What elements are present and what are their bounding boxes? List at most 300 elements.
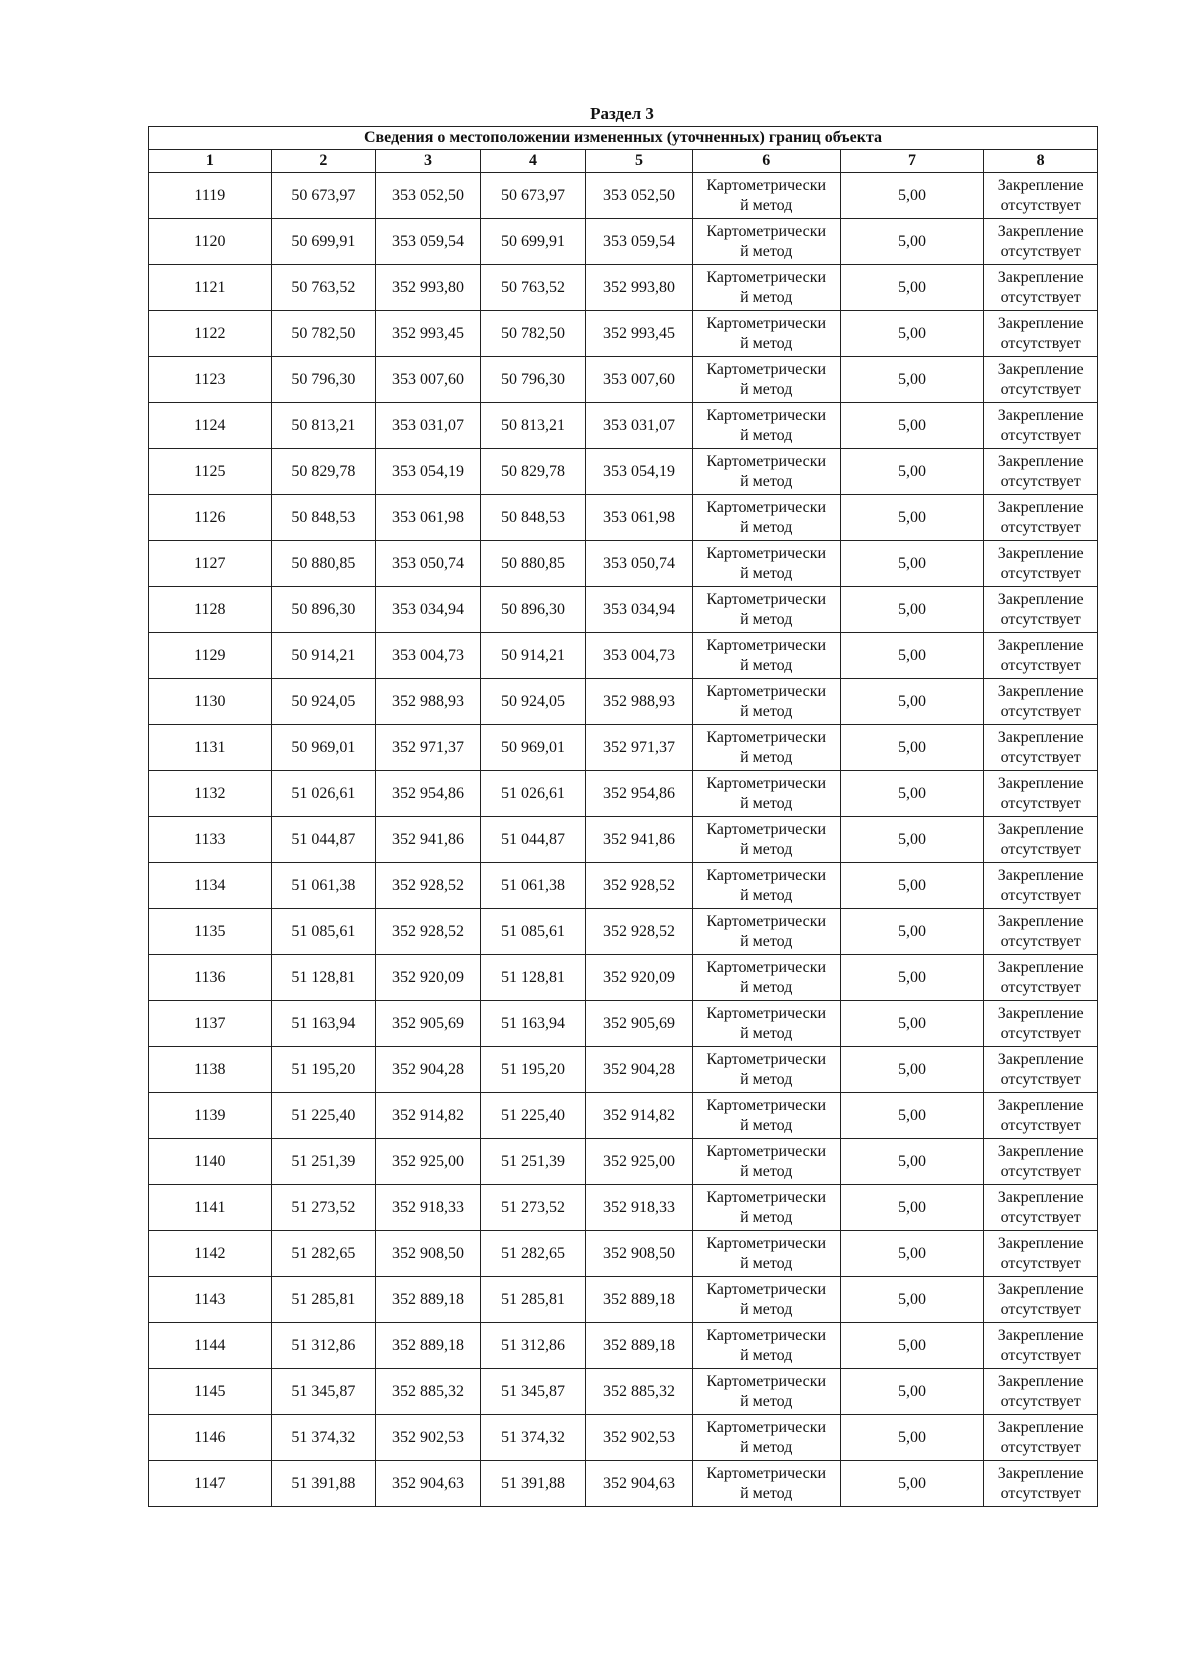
fixation-line-1: Закрепление — [997, 1464, 1084, 1482]
y-coordinate-new-cell: 352 918,33 — [586, 1185, 693, 1231]
method-cell — [692, 1277, 840, 1323]
x-coordinate-new-cell: 51 026,61 — [480, 771, 586, 817]
y-coordinate-old-cell: 352 993,80 — [376, 265, 481, 311]
accuracy-cell: 5,00 — [840, 1139, 984, 1185]
x-coordinate-old-cell: 51 345,87 — [271, 1369, 376, 1415]
method-line-2: й метод — [740, 794, 793, 812]
fixation-line-2: отсутствует — [1000, 426, 1081, 444]
x-coordinate-old-cell: 50 914,21 — [271, 633, 376, 679]
x-coordinate-new-cell: 51 312,86 — [480, 1323, 586, 1369]
table-caption: Сведения о местоположении измененных (уточненных) границ объекта — [149, 127, 1098, 150]
fixation-cell — [984, 495, 1098, 541]
column-number-6: 6 — [692, 150, 840, 173]
fixation-cell — [984, 449, 1098, 495]
method-line-1: Картометрически — [706, 1188, 827, 1206]
y-coordinate-new-cell: 353 054,19 — [586, 449, 693, 495]
x-coordinate-old-cell: 51 391,88 — [271, 1461, 376, 1507]
point-number-cell: 1122 — [149, 311, 272, 357]
method-line-1: Картометрически — [706, 636, 827, 654]
x-coordinate-old-cell: 51 026,61 — [271, 771, 376, 817]
point-number-cell: 1144 — [149, 1323, 272, 1369]
accuracy-cell: 5,00 — [840, 1231, 984, 1277]
x-coordinate-new-cell: 50 880,85 — [480, 541, 586, 587]
fixation-line-1: Закрепление — [997, 1004, 1084, 1022]
point-number-cell: 1143 — [149, 1277, 272, 1323]
method-cell — [692, 1093, 840, 1139]
table-row — [149, 1277, 1098, 1323]
method-cell — [692, 541, 840, 587]
x-coordinate-old-cell: 50 896,30 — [271, 587, 376, 633]
x-coordinate-new-cell: 51 085,61 — [480, 909, 586, 955]
fixation-line-2: отсутствует — [1000, 932, 1081, 950]
y-coordinate-old-cell: 352 914,82 — [376, 1093, 481, 1139]
accuracy-cell: 5,00 — [840, 633, 984, 679]
point-number-cell: 1126 — [149, 495, 272, 541]
x-coordinate-new-cell: 50 924,05 — [480, 679, 586, 725]
method-line-1: Картометрически — [706, 1096, 827, 1114]
x-coordinate-old-cell: 50 924,05 — [271, 679, 376, 725]
fixation-cell — [984, 1415, 1098, 1461]
method-cell — [692, 219, 840, 265]
method-line-1: Картометрически — [706, 222, 827, 240]
method-cell — [692, 1185, 840, 1231]
accuracy-cell: 5,00 — [840, 955, 984, 1001]
method-cell — [692, 403, 840, 449]
point-number-cell: 1131 — [149, 725, 272, 771]
x-coordinate-old-cell: 51 251,39 — [271, 1139, 376, 1185]
x-coordinate-new-cell: 51 374,32 — [480, 1415, 586, 1461]
table-row — [149, 1231, 1098, 1277]
y-coordinate-new-cell: 353 052,50 — [586, 173, 693, 219]
fixation-line-2: отсутствует — [1000, 472, 1081, 490]
y-coordinate-new-cell: 352 914,82 — [586, 1093, 693, 1139]
method-cell — [692, 955, 840, 1001]
fixation-line-1: Закрепление — [997, 498, 1084, 516]
method-line-2: й метод — [740, 1208, 793, 1226]
method-line-2: й метод — [740, 1484, 793, 1502]
fixation-line-2: отсутствует — [1000, 1254, 1081, 1272]
y-coordinate-new-cell: 352 993,80 — [586, 265, 693, 311]
accuracy-cell: 5,00 — [840, 449, 984, 495]
method-line-2: й метод — [740, 426, 793, 444]
x-coordinate-new-cell: 51 391,88 — [480, 1461, 586, 1507]
fixation-cell — [984, 1277, 1098, 1323]
y-coordinate-new-cell: 352 904,63 — [586, 1461, 693, 1507]
x-coordinate-old-cell: 51 312,86 — [271, 1323, 376, 1369]
fixation-line-2: отсутствует — [1000, 1484, 1081, 1502]
y-coordinate-new-cell: 352 885,32 — [586, 1369, 693, 1415]
method-line-2: й метод — [740, 748, 793, 766]
accuracy-cell: 5,00 — [840, 863, 984, 909]
fixation-line-2: отсутствует — [1000, 1024, 1081, 1042]
table-row — [149, 1139, 1098, 1185]
method-line-1: Картометрически — [706, 498, 827, 516]
column-number-8: 8 — [984, 150, 1098, 173]
method-line-1: Картометрически — [706, 1418, 827, 1436]
accuracy-cell: 5,00 — [840, 1185, 984, 1231]
point-number-cell: 1123 — [149, 357, 272, 403]
fixation-line-1: Закрепление — [997, 1142, 1084, 1160]
method-line-2: й метод — [740, 610, 793, 628]
fixation-cell — [984, 771, 1098, 817]
fixation-cell — [984, 1461, 1098, 1507]
fixation-line-1: Закрепление — [997, 1326, 1084, 1344]
point-number-cell: 1132 — [149, 771, 272, 817]
method-line-2: й метод — [740, 932, 793, 950]
fixation-line-2: отсутствует — [1000, 656, 1081, 674]
accuracy-cell: 5,00 — [840, 1323, 984, 1369]
x-coordinate-old-cell: 50 673,97 — [271, 173, 376, 219]
y-coordinate-old-cell: 353 034,94 — [376, 587, 481, 633]
method-line-1: Картометрически — [706, 1004, 827, 1022]
y-coordinate-new-cell: 353 007,60 — [586, 357, 693, 403]
x-coordinate-new-cell: 51 044,87 — [480, 817, 586, 863]
method-line-2: й метод — [740, 1070, 793, 1088]
method-line-1: Картометрически — [706, 1326, 827, 1344]
fixation-line-2: отсутствует — [1000, 1208, 1081, 1226]
y-coordinate-old-cell: 353 061,98 — [376, 495, 481, 541]
x-coordinate-new-cell: 51 225,40 — [480, 1093, 586, 1139]
method-line-2: й метод — [740, 1438, 793, 1456]
table-row — [149, 1047, 1098, 1093]
fixation-line-2: отсутствует — [1000, 1392, 1081, 1410]
fixation-cell — [984, 403, 1098, 449]
fixation-cell — [984, 587, 1098, 633]
x-coordinate-new-cell: 50 848,53 — [480, 495, 586, 541]
method-line-2: й метод — [740, 334, 793, 352]
fixation-line-1: Закрепление — [997, 314, 1084, 332]
x-coordinate-new-cell: 51 285,81 — [480, 1277, 586, 1323]
table-row — [149, 1185, 1098, 1231]
method-line-2: й метод — [740, 702, 793, 720]
x-coordinate-new-cell: 51 061,38 — [480, 863, 586, 909]
y-coordinate-old-cell: 352 971,37 — [376, 725, 481, 771]
accuracy-cell: 5,00 — [840, 725, 984, 771]
method-line-1: Картометрически — [706, 406, 827, 424]
y-coordinate-old-cell: 352 928,52 — [376, 863, 481, 909]
x-coordinate-new-cell: 50 796,30 — [480, 357, 586, 403]
y-coordinate-old-cell: 352 885,32 — [376, 1369, 481, 1415]
x-coordinate-new-cell: 50 763,52 — [480, 265, 586, 311]
y-coordinate-old-cell: 352 920,09 — [376, 955, 481, 1001]
point-number-cell: 1145 — [149, 1369, 272, 1415]
y-coordinate-old-cell: 352 889,18 — [376, 1323, 481, 1369]
method-cell — [692, 1461, 840, 1507]
method-line-1: Картометрически — [706, 682, 827, 700]
y-coordinate-old-cell: 352 988,93 — [376, 679, 481, 725]
table-row — [149, 173, 1098, 219]
fixation-line-2: отсутствует — [1000, 1070, 1081, 1088]
fixation-line-1: Закрепление — [997, 774, 1084, 792]
coordinates-table — [148, 126, 1098, 1507]
fixation-line-2: отсутствует — [1000, 978, 1081, 996]
method-cell — [692, 771, 840, 817]
x-coordinate-old-cell: 50 763,52 — [271, 265, 376, 311]
y-coordinate-new-cell: 353 004,73 — [586, 633, 693, 679]
method-cell — [692, 1139, 840, 1185]
fixation-line-1: Закрепление — [997, 1188, 1084, 1206]
x-coordinate-old-cell: 50 829,78 — [271, 449, 376, 495]
y-coordinate-old-cell: 352 904,63 — [376, 1461, 481, 1507]
method-line-2: й метод — [740, 1346, 793, 1364]
method-line-2: й метод — [740, 978, 793, 996]
method-line-2: й метод — [740, 242, 793, 260]
y-coordinate-new-cell: 353 031,07 — [586, 403, 693, 449]
y-coordinate-new-cell: 353 050,74 — [586, 541, 693, 587]
fixation-cell — [984, 219, 1098, 265]
fixation-line-1: Закрепление — [997, 452, 1084, 470]
point-number-cell: 1136 — [149, 955, 272, 1001]
method-line-1: Картометрически — [706, 452, 827, 470]
method-line-1: Картометрически — [706, 912, 827, 930]
accuracy-cell: 5,00 — [840, 495, 984, 541]
table-row — [149, 1369, 1098, 1415]
x-coordinate-old-cell: 50 782,50 — [271, 311, 376, 357]
fixation-line-1: Закрепление — [997, 1418, 1084, 1436]
y-coordinate-old-cell: 352 941,86 — [376, 817, 481, 863]
table-row — [149, 771, 1098, 817]
method-line-1: Картометрически — [706, 268, 827, 286]
accuracy-cell: 5,00 — [840, 219, 984, 265]
fixation-line-1: Закрепление — [997, 406, 1084, 424]
y-coordinate-new-cell: 352 889,18 — [586, 1323, 693, 1369]
y-coordinate-old-cell: 352 904,28 — [376, 1047, 481, 1093]
y-coordinate-new-cell: 352 902,53 — [586, 1415, 693, 1461]
fixation-line-1: Закрепление — [997, 268, 1084, 286]
caption-row — [149, 127, 1098, 150]
y-coordinate-old-cell: 352 993,45 — [376, 311, 481, 357]
method-line-2: й метод — [740, 1300, 793, 1318]
point-number-cell: 1129 — [149, 633, 272, 679]
point-number-cell: 1121 — [149, 265, 272, 311]
table-row — [149, 495, 1098, 541]
x-coordinate-new-cell: 51 163,94 — [480, 1001, 586, 1047]
y-coordinate-new-cell: 352 971,37 — [586, 725, 693, 771]
method-line-1: Картометрически — [706, 590, 827, 608]
method-line-2: й метод — [740, 288, 793, 306]
point-number-cell: 1128 — [149, 587, 272, 633]
method-cell — [692, 1323, 840, 1369]
x-coordinate-new-cell: 50 914,21 — [480, 633, 586, 679]
point-number-cell: 1142 — [149, 1231, 272, 1277]
method-line-1: Картометрически — [706, 176, 827, 194]
fixation-cell — [984, 541, 1098, 587]
x-coordinate-new-cell: 51 251,39 — [480, 1139, 586, 1185]
y-coordinate-new-cell: 352 920,09 — [586, 955, 693, 1001]
method-cell — [692, 587, 840, 633]
method-cell — [692, 1415, 840, 1461]
point-number-cell: 1130 — [149, 679, 272, 725]
method-cell — [692, 633, 840, 679]
y-coordinate-old-cell: 353 052,50 — [376, 173, 481, 219]
accuracy-cell: 5,00 — [840, 1093, 984, 1139]
method-line-1: Картометрически — [706, 1142, 827, 1160]
fixation-cell — [984, 1001, 1098, 1047]
table-row — [149, 311, 1098, 357]
accuracy-cell: 5,00 — [840, 265, 984, 311]
table-row — [149, 1461, 1098, 1507]
x-coordinate-old-cell: 51 225,40 — [271, 1093, 376, 1139]
accuracy-cell: 5,00 — [840, 817, 984, 863]
x-coordinate-old-cell: 50 796,30 — [271, 357, 376, 403]
column-number-1: 1 — [149, 150, 272, 173]
y-coordinate-new-cell: 353 034,94 — [586, 587, 693, 633]
fixation-line-1: Закрепление — [997, 1280, 1084, 1298]
method-line-2: й метод — [740, 1116, 793, 1134]
point-number-cell: 1133 — [149, 817, 272, 863]
point-number-cell: 1140 — [149, 1139, 272, 1185]
x-coordinate-old-cell: 51 044,87 — [271, 817, 376, 863]
accuracy-cell: 5,00 — [840, 1001, 984, 1047]
fixation-line-2: отсутствует — [1000, 380, 1081, 398]
fixation-cell — [984, 817, 1098, 863]
y-coordinate-old-cell: 352 905,69 — [376, 1001, 481, 1047]
fixation-line-2: отсутствует — [1000, 748, 1081, 766]
x-coordinate-old-cell: 51 163,94 — [271, 1001, 376, 1047]
y-coordinate-new-cell: 352 941,86 — [586, 817, 693, 863]
x-coordinate-old-cell: 50 813,21 — [271, 403, 376, 449]
accuracy-cell: 5,00 — [840, 311, 984, 357]
fixation-cell — [984, 1323, 1098, 1369]
method-line-2: й метод — [740, 1392, 793, 1410]
method-line-2: й метод — [740, 840, 793, 858]
point-number-cell: 1119 — [149, 173, 272, 219]
method-cell — [692, 357, 840, 403]
method-cell — [692, 863, 840, 909]
x-coordinate-new-cell: 51 195,20 — [480, 1047, 586, 1093]
fixation-line-2: отсутствует — [1000, 288, 1081, 306]
method-line-1: Картометрически — [706, 544, 827, 562]
method-cell — [692, 1001, 840, 1047]
table-row — [149, 679, 1098, 725]
column-number-3: 3 — [376, 150, 481, 173]
method-cell — [692, 725, 840, 771]
method-line-1: Картометрически — [706, 1280, 827, 1298]
accuracy-cell: 5,00 — [840, 909, 984, 955]
point-number-cell: 1141 — [149, 1185, 272, 1231]
x-coordinate-new-cell: 50 969,01 — [480, 725, 586, 771]
fixation-line-1: Закрепление — [997, 1372, 1084, 1390]
accuracy-cell: 5,00 — [840, 587, 984, 633]
x-coordinate-old-cell: 50 969,01 — [271, 725, 376, 771]
method-line-1: Картометрически — [706, 774, 827, 792]
fixation-line-2: отсутствует — [1000, 1346, 1081, 1364]
method-cell — [692, 817, 840, 863]
fixation-cell — [984, 909, 1098, 955]
point-number-cell: 1124 — [149, 403, 272, 449]
method-line-1: Картометрически — [706, 958, 827, 976]
fixation-line-1: Закрепление — [997, 1096, 1084, 1114]
column-number-row — [149, 150, 1098, 173]
method-cell — [692, 679, 840, 725]
table-row — [149, 403, 1098, 449]
fixation-line-2: отсутствует — [1000, 242, 1081, 260]
fixation-line-2: отсутствует — [1000, 564, 1081, 582]
method-line-1: Картометрически — [706, 314, 827, 332]
table-row — [149, 633, 1098, 679]
x-coordinate-old-cell: 51 374,32 — [271, 1415, 376, 1461]
x-coordinate-new-cell: 50 813,21 — [480, 403, 586, 449]
method-line-2: й метод — [740, 1024, 793, 1042]
method-line-1: Картометрически — [706, 1050, 827, 1068]
column-number-4: 4 — [480, 150, 586, 173]
y-coordinate-old-cell: 352 889,18 — [376, 1277, 481, 1323]
fixation-line-2: отсутствует — [1000, 1116, 1081, 1134]
method-line-1: Картометрически — [706, 728, 827, 746]
fixation-line-2: отсутствует — [1000, 334, 1081, 352]
y-coordinate-new-cell: 352 889,18 — [586, 1277, 693, 1323]
fixation-cell — [984, 863, 1098, 909]
method-line-2: й метод — [740, 886, 793, 904]
x-coordinate-new-cell: 51 282,65 — [480, 1231, 586, 1277]
point-number-cell: 1139 — [149, 1093, 272, 1139]
fixation-cell — [984, 357, 1098, 403]
y-coordinate-old-cell: 353 031,07 — [376, 403, 481, 449]
fixation-line-1: Закрепление — [997, 222, 1084, 240]
x-coordinate-old-cell: 51 061,38 — [271, 863, 376, 909]
point-number-cell: 1137 — [149, 1001, 272, 1047]
method-cell — [692, 1047, 840, 1093]
method-cell — [692, 265, 840, 311]
method-line-2: й метод — [740, 380, 793, 398]
x-coordinate-new-cell: 50 699,91 — [480, 219, 586, 265]
point-number-cell: 1135 — [149, 909, 272, 955]
y-coordinate-new-cell: 352 993,45 — [586, 311, 693, 357]
method-cell — [692, 173, 840, 219]
method-line-1: Картометрически — [706, 820, 827, 838]
accuracy-cell: 5,00 — [840, 771, 984, 817]
x-coordinate-old-cell: 50 699,91 — [271, 219, 376, 265]
x-coordinate-old-cell: 50 848,53 — [271, 495, 376, 541]
fixation-cell — [984, 265, 1098, 311]
point-number-cell: 1125 — [149, 449, 272, 495]
fixation-line-1: Закрепление — [997, 912, 1084, 930]
fixation-cell — [984, 725, 1098, 771]
method-line-1: Картометрически — [706, 1234, 827, 1252]
y-coordinate-new-cell: 353 059,54 — [586, 219, 693, 265]
table-row — [149, 1415, 1098, 1461]
table-row — [149, 219, 1098, 265]
column-number-5: 5 — [586, 150, 693, 173]
y-coordinate-new-cell: 352 925,00 — [586, 1139, 693, 1185]
column-number-7: 7 — [840, 150, 984, 173]
y-coordinate-new-cell: 352 928,52 — [586, 863, 693, 909]
method-cell — [692, 1369, 840, 1415]
x-coordinate-new-cell: 51 345,87 — [480, 1369, 586, 1415]
fixation-line-2: отсутствует — [1000, 794, 1081, 812]
accuracy-cell: 5,00 — [840, 1047, 984, 1093]
point-number-cell: 1134 — [149, 863, 272, 909]
y-coordinate-new-cell: 352 905,69 — [586, 1001, 693, 1047]
accuracy-cell: 5,00 — [840, 357, 984, 403]
fixation-line-1: Закрепление — [997, 590, 1084, 608]
y-coordinate-new-cell: 352 904,28 — [586, 1047, 693, 1093]
x-coordinate-new-cell: 50 896,30 — [480, 587, 586, 633]
fixation-line-1: Закрепление — [997, 958, 1084, 976]
y-coordinate-old-cell: 353 059,54 — [376, 219, 481, 265]
fixation-cell — [984, 1231, 1098, 1277]
table-row — [149, 449, 1098, 495]
method-cell — [692, 449, 840, 495]
fixation-line-1: Закрепление — [997, 820, 1084, 838]
y-coordinate-old-cell: 352 954,86 — [376, 771, 481, 817]
method-line-2: й метод — [740, 196, 793, 214]
table-row — [149, 265, 1098, 311]
fixation-cell — [984, 1093, 1098, 1139]
fixation-cell — [984, 633, 1098, 679]
table-row — [149, 587, 1098, 633]
section-title: Раздел 3 — [590, 104, 654, 123]
